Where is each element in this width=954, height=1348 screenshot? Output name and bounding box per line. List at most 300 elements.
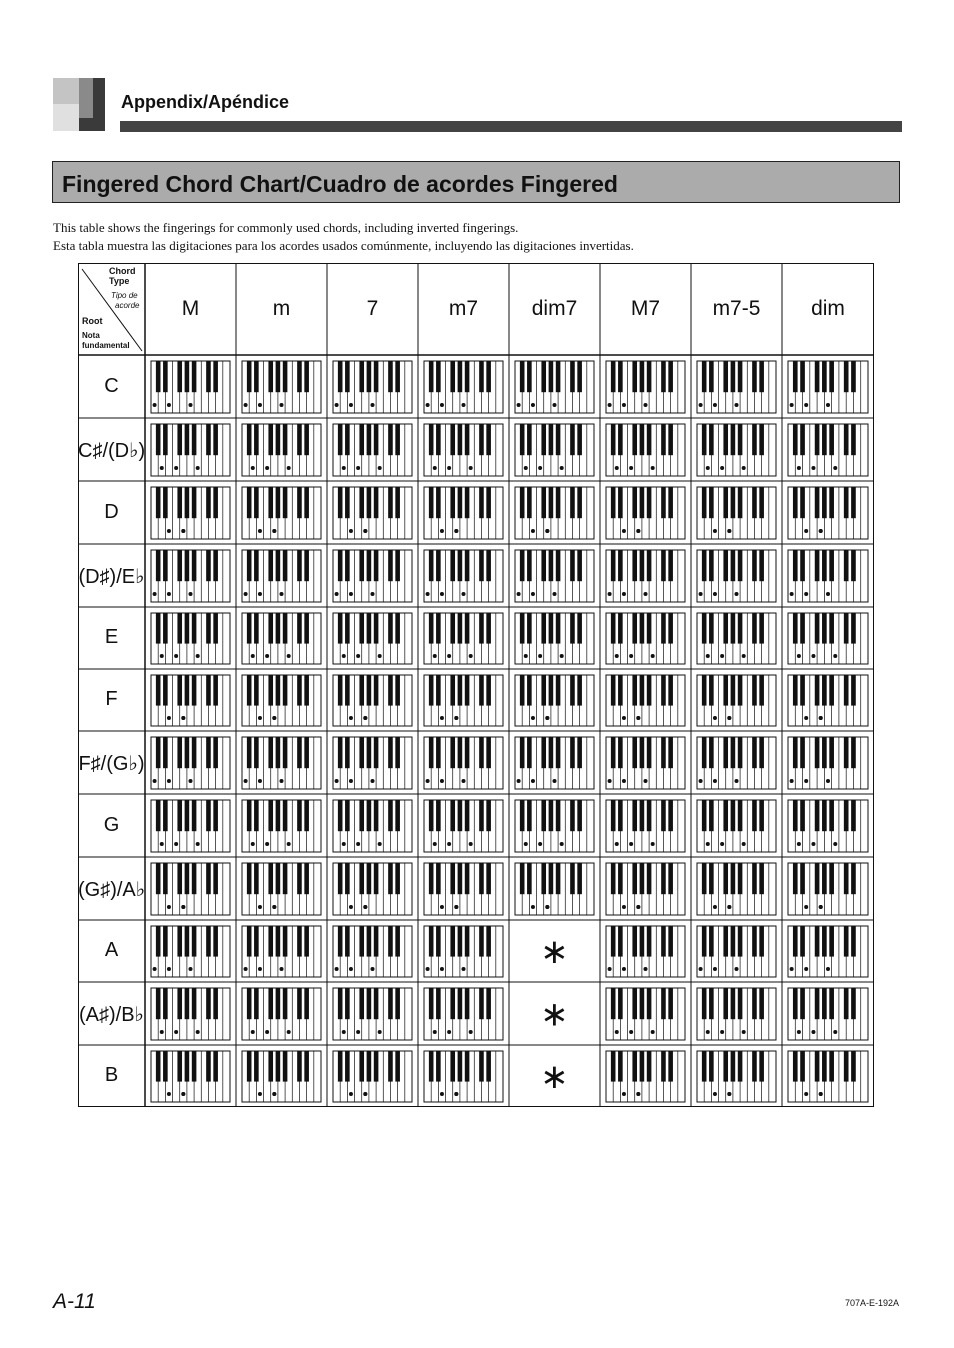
black-key (702, 1051, 707, 1082)
black-key (156, 737, 161, 768)
black-key (304, 988, 309, 1019)
finger-dot (742, 654, 746, 658)
black-key (254, 424, 259, 455)
black-key (520, 863, 525, 894)
black-key (429, 800, 434, 831)
black-key (247, 863, 252, 894)
keyboard-outline (515, 675, 594, 726)
black-key (731, 424, 736, 455)
black-key (192, 675, 197, 706)
black-key (283, 800, 288, 831)
finger-dot (811, 654, 815, 658)
black-key (388, 550, 393, 581)
black-key (213, 487, 218, 518)
finger-dot (636, 1092, 640, 1096)
black-key (254, 800, 259, 831)
black-key (549, 613, 554, 644)
finger-dot (356, 842, 360, 846)
black-key (374, 1051, 379, 1082)
black-key (429, 675, 434, 706)
finger-dot (349, 716, 353, 720)
black-key (702, 800, 707, 831)
black-key (844, 361, 849, 392)
black-key (709, 737, 714, 768)
black-key (367, 800, 372, 831)
chord-type-header: M7 (630, 297, 661, 320)
black-key (829, 550, 834, 581)
finger-dot (454, 529, 458, 533)
black-key (192, 361, 197, 392)
black-key (851, 737, 856, 768)
finger-dot (553, 592, 557, 596)
black-key (395, 424, 400, 455)
black-key (345, 613, 350, 644)
finger-dot (636, 529, 640, 533)
finger-dot (349, 967, 353, 971)
finger-dot (265, 842, 269, 846)
black-key (429, 1051, 434, 1082)
black-key (520, 675, 525, 706)
black-key (163, 613, 168, 644)
black-key (185, 424, 190, 455)
finger-dot (335, 592, 339, 596)
black-key (450, 361, 455, 392)
black-key (465, 361, 470, 392)
finger-dot (644, 779, 648, 783)
black-key (647, 675, 652, 706)
black-key (731, 800, 736, 831)
black-key (395, 737, 400, 768)
black-key (213, 613, 218, 644)
black-key (163, 550, 168, 581)
black-key (577, 675, 582, 706)
black-key (436, 737, 441, 768)
black-key (731, 1051, 736, 1082)
black-key (458, 800, 463, 831)
black-key (367, 675, 372, 706)
black-key (338, 800, 343, 831)
black-key (254, 613, 259, 644)
black-key (177, 1051, 182, 1082)
black-key (185, 1051, 190, 1082)
black-key (486, 863, 491, 894)
chord-type-header: m7 (448, 297, 479, 320)
black-key (450, 613, 455, 644)
black-key (213, 988, 218, 1019)
black-key (367, 424, 372, 455)
keyboard-outline (424, 863, 503, 915)
black-key (268, 800, 273, 831)
black-key (541, 737, 546, 768)
black-key (276, 361, 281, 392)
black-key (829, 361, 834, 392)
black-key (632, 988, 637, 1019)
black-key (668, 1051, 673, 1082)
finger-dot (622, 1092, 626, 1096)
black-key (709, 675, 714, 706)
keyboard-outline (333, 675, 412, 726)
black-key (247, 1051, 252, 1082)
finger-dot (804, 1092, 808, 1096)
black-key (247, 800, 252, 831)
black-key (206, 926, 211, 957)
finger-dot (440, 529, 444, 533)
black-key (570, 361, 575, 392)
black-key (374, 926, 379, 957)
black-key (800, 737, 805, 768)
finger-dot (153, 403, 157, 407)
black-key (465, 800, 470, 831)
finger-dot (615, 654, 619, 658)
finger-dot (433, 842, 437, 846)
corner-acorde-label: acorde (115, 301, 140, 310)
finger-dot (363, 905, 367, 909)
finger-dot (342, 842, 346, 846)
black-key (388, 424, 393, 455)
black-key (395, 863, 400, 894)
black-key (429, 988, 434, 1019)
black-key (752, 926, 757, 957)
black-key (297, 675, 302, 706)
black-key (206, 613, 211, 644)
black-key (156, 613, 161, 644)
black-key (359, 361, 364, 392)
finger-dot (629, 1030, 633, 1034)
finger-dot (167, 905, 171, 909)
black-key (632, 800, 637, 831)
black-key (213, 926, 218, 957)
black-key (570, 550, 575, 581)
black-key (829, 424, 834, 455)
black-key (374, 988, 379, 1019)
black-key (640, 988, 645, 1019)
black-key (345, 675, 350, 706)
finger-dot (272, 905, 276, 909)
finger-dot (287, 466, 291, 470)
black-key (254, 487, 259, 518)
black-key (640, 487, 645, 518)
black-key (465, 487, 470, 518)
black-key (793, 487, 798, 518)
black-key (465, 737, 470, 768)
finger-dot (272, 1092, 276, 1096)
finger-dot (167, 592, 171, 596)
black-key (668, 863, 673, 894)
finger-dot (189, 592, 193, 596)
black-key (367, 613, 372, 644)
black-key (268, 675, 273, 706)
black-key (661, 675, 666, 706)
black-key (702, 361, 707, 392)
black-key (702, 613, 707, 644)
black-key (709, 550, 714, 581)
black-key (395, 800, 400, 831)
finger-dot (426, 779, 430, 783)
black-key (549, 550, 554, 581)
black-key (395, 361, 400, 392)
root-label: D (104, 500, 119, 523)
black-key (632, 1051, 637, 1082)
finger-dot (742, 466, 746, 470)
finger-dot (469, 842, 473, 846)
black-key (851, 863, 856, 894)
black-key (458, 737, 463, 768)
black-key (192, 487, 197, 518)
finger-dot (447, 842, 451, 846)
black-key (570, 675, 575, 706)
black-key (661, 361, 666, 392)
finger-dot (153, 779, 157, 783)
black-key (436, 675, 441, 706)
black-key (661, 424, 666, 455)
black-key (388, 988, 393, 1019)
chord-type-header: dim (811, 297, 845, 320)
black-key (709, 487, 714, 518)
black-key (177, 926, 182, 957)
black-key (338, 361, 343, 392)
black-key (185, 926, 190, 957)
black-key (570, 863, 575, 894)
finger-dot (651, 466, 655, 470)
black-key (156, 1051, 161, 1082)
black-key (822, 361, 827, 392)
finger-dot (258, 529, 262, 533)
black-key (206, 550, 211, 581)
black-key (577, 487, 582, 518)
black-key (458, 550, 463, 581)
keyboard-outline (151, 1051, 230, 1102)
black-key (668, 487, 673, 518)
black-key (647, 487, 652, 518)
black-key (388, 863, 393, 894)
black-key (647, 926, 652, 957)
finger-dot (440, 905, 444, 909)
black-key (759, 424, 764, 455)
black-key (618, 737, 623, 768)
black-key (647, 613, 652, 644)
finger-dot (440, 403, 444, 407)
black-key (388, 361, 393, 392)
black-key (577, 800, 582, 831)
black-key (556, 737, 561, 768)
black-key (520, 613, 525, 644)
finger-dot (819, 716, 823, 720)
finger-dot (720, 466, 724, 470)
black-key (618, 988, 623, 1019)
black-key (206, 863, 211, 894)
black-key (759, 613, 764, 644)
black-key (304, 424, 309, 455)
finger-dot (790, 779, 794, 783)
finger-dot (720, 1030, 724, 1034)
black-key (640, 926, 645, 957)
black-key (759, 550, 764, 581)
black-key (723, 613, 728, 644)
black-key (268, 863, 273, 894)
black-key (844, 550, 849, 581)
black-key (359, 487, 364, 518)
black-key (577, 550, 582, 581)
appendix-heading: Appendix/Apéndice (121, 92, 290, 112)
finger-dot (280, 967, 284, 971)
finger-dot (560, 654, 564, 658)
black-key (458, 926, 463, 957)
black-key (723, 361, 728, 392)
black-key (163, 800, 168, 831)
black-key (815, 487, 820, 518)
finger-dot (804, 716, 808, 720)
black-key (618, 1051, 623, 1082)
black-key (829, 1051, 834, 1082)
black-key (851, 424, 856, 455)
black-key (661, 1051, 666, 1082)
black-key (436, 424, 441, 455)
black-key (640, 1051, 645, 1082)
black-key (177, 613, 182, 644)
black-key (374, 863, 379, 894)
finger-dot (790, 592, 794, 596)
finger-dot (524, 842, 528, 846)
finger-dot (462, 592, 466, 596)
black-key (556, 361, 561, 392)
finger-dot (735, 779, 739, 783)
black-key (436, 550, 441, 581)
finger-dot (280, 403, 284, 407)
finger-dot (160, 1030, 164, 1034)
keyboard-outline (697, 487, 776, 539)
finger-dot (826, 403, 830, 407)
black-key (247, 988, 252, 1019)
black-key (793, 800, 798, 831)
root-label: (A♯)/B♭ (79, 1003, 144, 1026)
finger-dot (371, 592, 375, 596)
chord-type-header: M (181, 297, 200, 320)
black-key (611, 361, 616, 392)
finger-dot (811, 466, 815, 470)
black-key (611, 613, 616, 644)
finger-dot (720, 842, 724, 846)
black-key (450, 550, 455, 581)
black-key (541, 487, 546, 518)
keyboard-outline (788, 675, 868, 726)
black-key (759, 361, 764, 392)
finger-dot (797, 654, 801, 658)
black-key (206, 988, 211, 1019)
black-key (247, 926, 252, 957)
keyboard-outline (606, 487, 685, 539)
black-key (359, 800, 364, 831)
black-key (156, 988, 161, 1019)
finger-dot (469, 466, 473, 470)
black-key (793, 926, 798, 957)
black-key (338, 863, 343, 894)
finger-dot (524, 654, 528, 658)
finger-dot (531, 592, 535, 596)
black-key (668, 800, 673, 831)
black-key (479, 487, 484, 518)
black-key (465, 613, 470, 644)
finger-dot (720, 654, 724, 658)
black-key (527, 800, 532, 831)
root-label: F (105, 688, 118, 710)
black-key (254, 737, 259, 768)
black-key (668, 926, 673, 957)
black-key (822, 988, 827, 1019)
black-key (556, 675, 561, 706)
black-key (851, 800, 856, 831)
finger-dot (447, 466, 451, 470)
black-key (702, 926, 707, 957)
finger-dot (181, 529, 185, 533)
black-key (647, 800, 652, 831)
finger-dot (531, 716, 535, 720)
black-key (800, 800, 805, 831)
black-key (486, 926, 491, 957)
black-key (374, 424, 379, 455)
black-key (458, 487, 463, 518)
black-key (345, 737, 350, 768)
black-key (738, 988, 743, 1019)
keyboard-outline (697, 1051, 776, 1102)
chord-type-header: dim7 (531, 297, 578, 320)
finger-dot (280, 592, 284, 596)
black-key (702, 988, 707, 1019)
finger-dot (629, 654, 633, 658)
finger-dot (440, 967, 444, 971)
finger-dot (727, 905, 731, 909)
finger-dot (378, 1030, 382, 1034)
black-key (723, 863, 728, 894)
intro-line-spanish: Esta tabla muestra las digitaciones para los acordes usados comúnmente, incluyendo las digitaciones invertidas. (53, 238, 634, 253)
finger-dot (167, 403, 171, 407)
black-key (709, 988, 714, 1019)
finger-dot (251, 466, 255, 470)
finger-dot (524, 466, 528, 470)
black-key (185, 737, 190, 768)
black-key (338, 926, 343, 957)
black-key (345, 863, 350, 894)
finger-dot (538, 654, 542, 658)
section-title-box (52, 161, 900, 203)
black-key (815, 988, 820, 1019)
black-key (556, 550, 561, 581)
finger-dot (378, 466, 382, 470)
black-key (268, 361, 273, 392)
finger-dot (804, 529, 808, 533)
black-key (276, 926, 281, 957)
black-key (640, 361, 645, 392)
black-key (450, 487, 455, 518)
finger-dot (706, 842, 710, 846)
black-key (759, 487, 764, 518)
finger-dot (804, 779, 808, 783)
finger-dot (713, 905, 717, 909)
black-key (611, 424, 616, 455)
black-key (822, 487, 827, 518)
black-key (702, 487, 707, 518)
black-key (668, 361, 673, 392)
unavailable-asterisk: ∗ (540, 994, 569, 1035)
finger-dot (833, 466, 837, 470)
black-key (815, 361, 820, 392)
unavailable-asterisk: ∗ (540, 1057, 569, 1097)
black-key (527, 737, 532, 768)
black-key (276, 550, 281, 581)
black-key (479, 1051, 484, 1082)
black-key (297, 613, 302, 644)
black-key (359, 863, 364, 894)
black-key (800, 1051, 805, 1082)
